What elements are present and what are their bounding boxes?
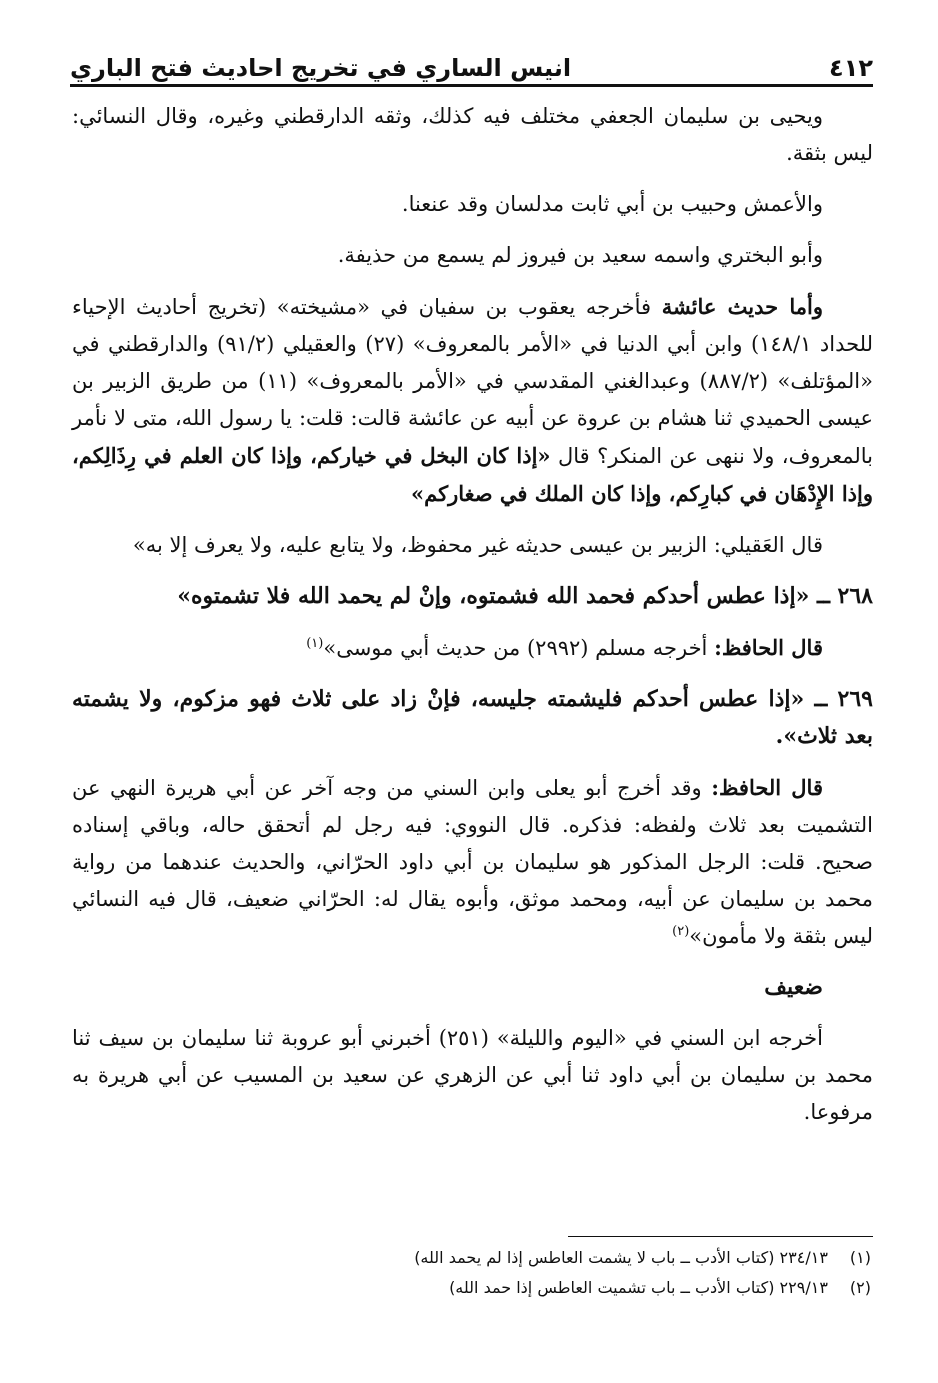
grading-title: ضعيف [764, 974, 823, 1000]
running-header [70, 38, 873, 82]
paragraph-amash: والأعمش وحبيب بن أبي ثابت مدلسان وقد عنعنا. [401, 192, 823, 216]
header-divider [70, 84, 873, 87]
paragraph-aisha-hadith [72, 288, 873, 513]
paragraph-yahya: ويحيى بن سليمان الجعفي مختلف فيه كذلك، وثقه الدارقطني وغيره، وقال النسائي: ليس بثقة. [72, 104, 873, 165]
hafiz-text-269: وقد أخرج أبو يعلى وابن السني من وجه آخر عن أبي هريرة النهي عن التشميت بعد ثلاث ولفظه: فذكره. قال النووي: فيه رجل لم أتحقق حاله، وباقي إسناده صحيح. قلت: الرجل المذكور هو سليمان بن أبي داود الحرّاني، والحديث عندهما من رواية محمد بن سليمان عن أبيه، ومحمد موثق، وأبوه يقال له: الحرّاني ضعيف، قال فيه النسائي ليس بثقة ولا مأمون» [72, 776, 873, 948]
hafiz-lead-268: قال الحافظ: [714, 635, 823, 660]
footnote-text: ٢٢٩/١٣ (كتاب الأدب ــ باب تشميت العاطس إذا حمد الله) [449, 1278, 828, 1297]
aisha-lead: وأما حديث عائشة [661, 294, 823, 319]
footnote-1 [72, 1243, 873, 1273]
main-text [72, 98, 873, 1145]
footnote-number: (١) [849, 1248, 871, 1267]
page-number: ٤١٢ [829, 54, 873, 82]
paragraph-ibn-sunni: أخرجه ابن السني في «اليوم والليلة» (٢٥١) أخبرني أبو عروبة ثنا سليمان بن سيف ثنا محمد بن سليمان بن أبي داود ثنا أبي عن الزهري عن سعيد بن المسيب عن أبي هريرة به مرفوعا. [72, 1026, 873, 1124]
hadith-268: ٢٦٨ ــ «إذا عطس أحدكم فحمد الله فشمتوه، وإنْ لم يحمد الله فلا تشمتوه» [177, 583, 873, 609]
hafiz-text-268: أخرجه مسلم (٢٩٩٢) من حديث أبي موسى» [323, 636, 715, 660]
footnote-text: ٢٣٤/١٣ (كتاب الأدب ــ باب لا يشمت العاطس إذا لم يحمد الله) [414, 1248, 828, 1267]
footnote-ref-1[interactable]: (١) [306, 636, 324, 651]
hadith-269: ٢٦٩ ــ «إذا عطس أحدكم فليشمته جليسه، فإنْ زاد على ثلاث فهو مزكوم، ولا يشمته بعد ثلاث». [72, 686, 873, 749]
footnote-divider [568, 1236, 873, 1237]
paragraph-bakhtari: وأبو البختري واسمه سعيد بن فيروز لم يسمع من حذيفة. [337, 243, 823, 267]
paragraph-hafiz-268 [72, 629, 873, 667]
paragraph-hafiz-269 [72, 769, 873, 955]
aisha-text: فأخرجه يعقوب بن سفيان في «مشيخته» (تخريج أحاديث الإحياء للحداد ١٤٨/١) وابن أبي الدنيا في «الأمر بالمعروف» (٢٧) والعقيلي (٩١/٢) والدارقطني في «المؤتلف» (٨٨٧/٢) وعبدالغني المقدسي في «الأمر بالمعروف» (١١) من طريق الزبير بن عيسى الحميدي ثنا هشام بن عروة عن أبيه عن عائشة قالت: قلت: يا رسول الله، متى لا نأمر بالمعروف، ولا ننهى عن المنكر؟ قال [72, 295, 874, 468]
book-title: انيس الساري في تخريج احاديث فتح الباري [70, 54, 572, 82]
footnote-2 [72, 1273, 873, 1303]
footnotes [72, 1243, 873, 1303]
aisha-quote: «إذا كان البخل في خياركم، وإذا كان العلم في رِذَالِكم، وإذا الإِدْهَان في كبارِكم، وإذا كان الملك في صغاركم» [72, 443, 873, 506]
footnote-number: (٢) [849, 1278, 871, 1297]
hafiz-lead-269: قال الحافظ: [711, 775, 823, 800]
footnote-ref-2[interactable]: (٢) [672, 924, 690, 939]
paragraph-uqayli: قال العَقيلي: الزبير بن عيسى حديثه غير محفوظ، ولا يتابع عليه، ولا يعرف إلا به» [132, 533, 823, 557]
